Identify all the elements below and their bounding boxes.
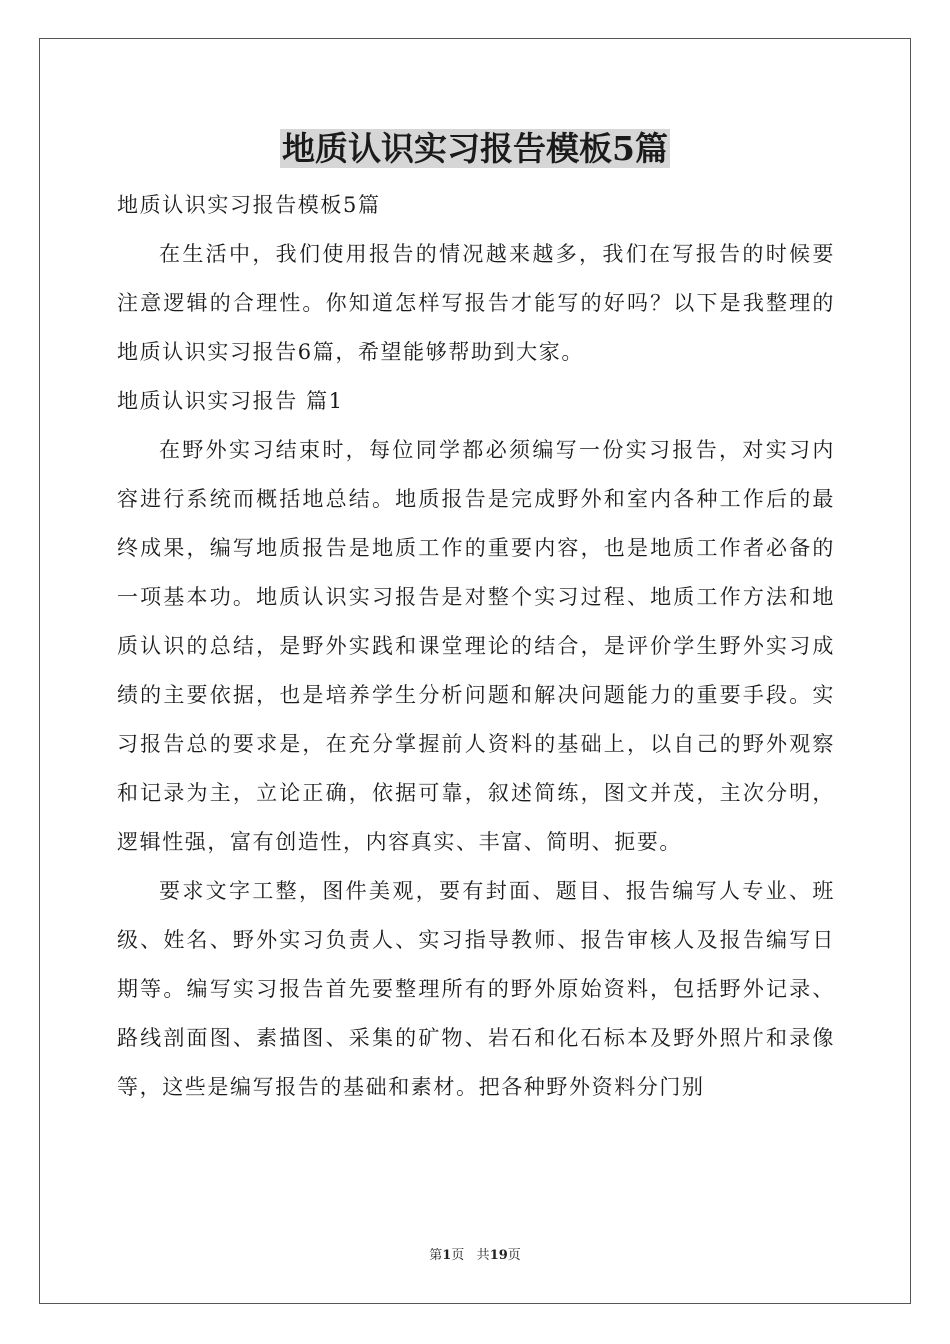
body-paragraph: 要求文字工整，图件美观，要有封面、题目、报告编写人专业、班级、姓名、野外实习负责人、实习指导教师、报告审核人及报告编写日期等。编写实习报告首先要整理所有的野外原始资料，包括野外记录、路线剖面图、素描图、采集的矿物、岩石和化石标本及野外照片和录像等，这些是编写报告的基础和素材。把各种野外资料分门别 <box>117 879 835 1099</box>
body-paragraph: 在野外实习结束时，每位同学都必须编写一份实习报告，对实习内容进行系统而概括地总结。地质报告是完成野外和室内各种工作后的最终成果，编写地质报告是地质工作的重要内容，也是地质工作者必备的一项基本功。地质认识实习报告是对整个实习过程、地质工作方法和地质认识的总结，是野外实践和课堂理论的结合，是评价学生野外实习成绩的主要依据，也是培养学生分析问题和解决问题能力的重要手段。实习报告总的要求是，在充分掌握前人资料的基础上，以自己的野外观察和记录为主，立论正确，依据可靠，叙述简练，图文并茂，主次分明，逻辑性强，富有创造性，内容真实、丰富、简明、扼要。 <box>117 438 835 854</box>
subtitle-line: 地质认识实习报告模板5篇 <box>117 193 381 217</box>
footer-total-suffix: 页 <box>507 1248 521 1263</box>
document-body <box>117 181 835 1112</box>
intro-paragraph: 在生活中，我们使用报告的情况越来越多，我们在写报告的时候要注意逻辑的合理性。你知道怎样写报告才能写的好吗？以下是我整理的地质认识实习报告6篇，希望能够帮助到大家。 <box>117 242 835 364</box>
current-page-number: 1 <box>442 1248 452 1263</box>
page-footer <box>0 1247 950 1265</box>
footer-prefix: 第 <box>429 1248 443 1263</box>
footer-page-suffix: 页 <box>451 1248 465 1263</box>
footer-total-prefix: 共 <box>476 1248 490 1263</box>
total-page-count: 19 <box>489 1248 508 1263</box>
document-title <box>0 127 950 171</box>
document-title-text: 地质认识实习报告模板5篇 <box>282 129 668 168</box>
section-heading: 地质认识实习报告 篇1 <box>117 389 344 413</box>
